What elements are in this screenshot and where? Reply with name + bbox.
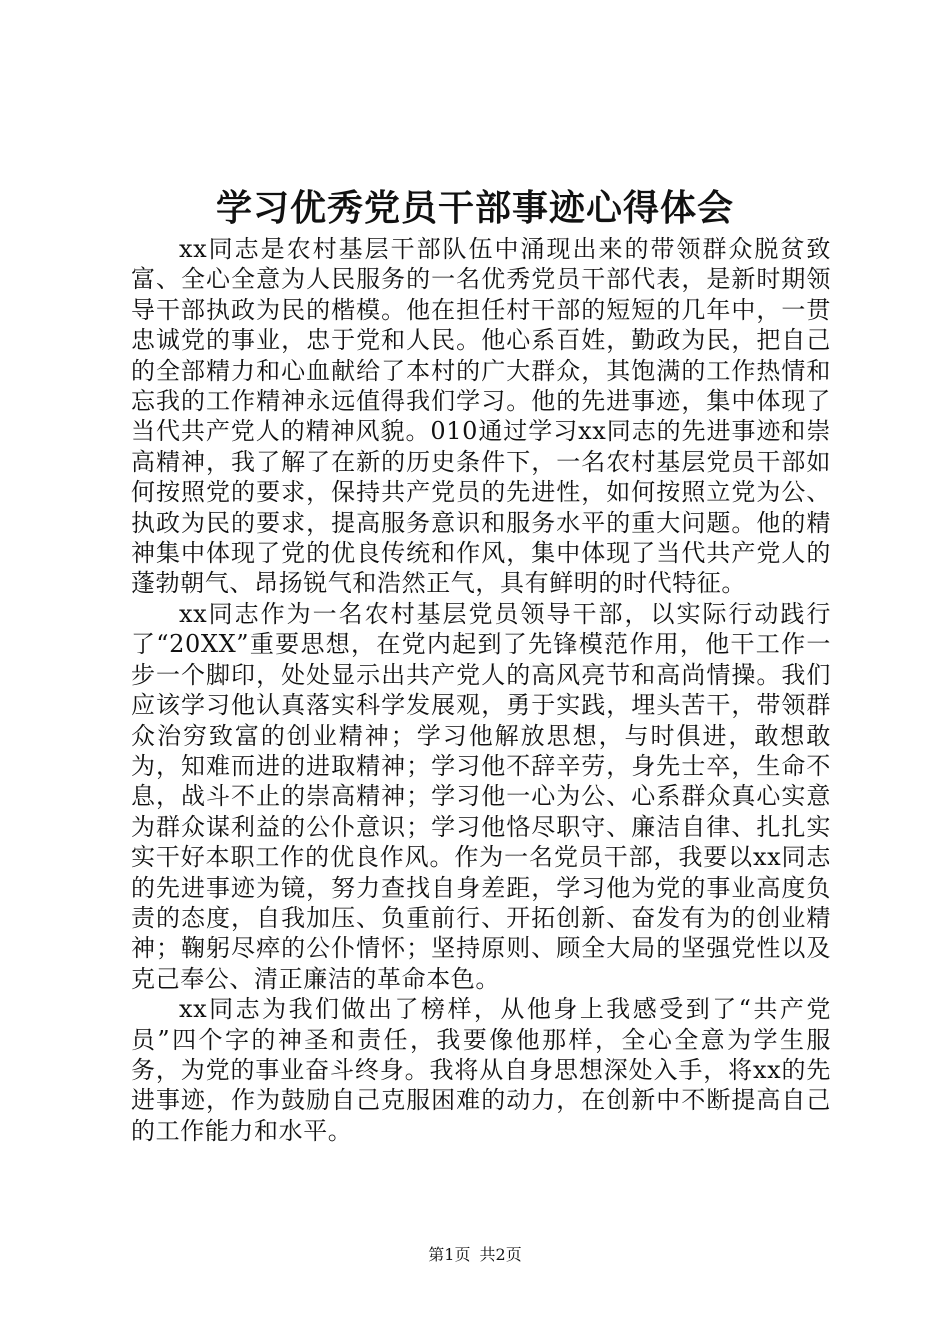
document-title: 学习优秀党员干部事迹心得体会 [215, 187, 734, 229]
paragraph-1: xx同志是农村基层干部队伍中涌现出来的带领群众脱贫致富、全心全意为人民服务的一名优秀党员干部代表，是新时期领导干部执政为民的楷模。他在担任村干部的短短的几年中，一贯忠诚党的事业，忠于党和人民。他心系百姓，勤政为民，把自己的全部精力和心血献给了本村的广大群众，其饱满的工作热情和忘我的工作精神永远值得我们学习。他的先进事迹，集中体现了当代共产党人的精神风貌。010通过学习xx同志的先进事迹和崇高精神，我了解了在新的历史条件下，一名农村基层党员干部如何按照党的要求，保持共产党员的先进性，如何按照立党为公、执政为民的要求，提高服务意识和服务水平的重大问题。他的精神集中体现了党的优良传统和作风，集中体现了当代共产党人的蓬勃朝气、昂扬锐气和浩然正气，具有鲜明的时代特征。 [131, 235, 831, 598]
page-number: 第1页 [428, 1245, 471, 1264]
page-footer [0, 1244, 950, 1266]
paragraph-2: xx同志作为一名农村基层党员领导干部，以实际行动践行了“20XX”重要思想，在党内起到了先锋模范作用，他干工作一步一个脚印，处处显示出共产党人的高风亮节和高尚情操。我们应该学习他认真落实科学发展观，勇于实践，埋头苦干，带领群众治穷致富的创业精神；学习他解放思想，与时俱进，敢想敢为，知难而进的进取精神；学习他不辞辛劳，身先士卒，生命不息，战斗不止的崇高精神；学习他一心为公、心系群众真心实意为群众谋利益的公仆意识；学习他恪尽职守、廉洁自律、扎扎实实干好本职工作的优良作风。作为一名党员干部，我要以xx同志的先进事迹为镜，努力查找自身差距，学习他为党的事业高度负责的态度，自我加压、负重前行、开拓创新、奋发有为的创业精神；鞠躬尽瘁的公仆情怀；坚持原则、顾全大局的坚强党性以及克己奉公、清正廉洁的革命本色。 [131, 599, 831, 993]
document-body [131, 234, 831, 1146]
page-total: 共2页 [479, 1245, 522, 1264]
paragraph-3: xx同志为我们做出了榜样，从他身上我感受到了“共产党员”四个字的神圣和责任，我要像他那样，全心全意为学生服务，为党的事业奋斗终身。我将从自身思想深处入手，将xx的先进事迹，作为鼓励自己克服困难的动力，在创新中不断提高自己的工作能力和水平。 [131, 995, 831, 1145]
